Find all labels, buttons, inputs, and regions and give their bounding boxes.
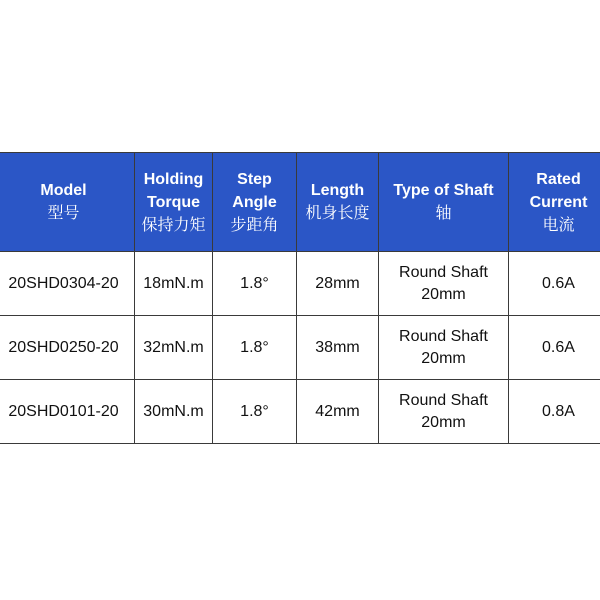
cell-length: 28mm (297, 252, 379, 316)
header-holding-torque: Holding Torque 保持力矩 (135, 153, 213, 252)
header-type-of-shaft: Type of Shaft 轴 (379, 153, 509, 252)
cell-torque: 18mN.m (135, 252, 213, 316)
cell-step-angle: 1.8° (213, 380, 297, 444)
cell-current: 0.8A (509, 380, 600, 444)
header-row (0, 153, 600, 252)
cell-model: 20SHD0250-20 (0, 316, 135, 380)
header-step-angle: Step Angle 步距角 (213, 153, 297, 252)
spec-table (0, 152, 600, 444)
table-row (0, 252, 600, 316)
cell-length: 38mm (297, 316, 379, 380)
header-rated-current: Rated Current 电流 (509, 153, 600, 252)
cell-current: 0.6A (509, 252, 600, 316)
cell-model: 20SHD0101-20 (0, 380, 135, 444)
header-length: Length 机身长度 (297, 153, 379, 252)
cell-current: 0.6A (509, 316, 600, 380)
cell-model: 20SHD0304-20 (0, 252, 135, 316)
cell-length: 42mm (297, 380, 379, 444)
cell-torque: 30mN.m (135, 380, 213, 444)
table-row (0, 380, 600, 444)
cell-step-angle: 1.8° (213, 316, 297, 380)
header-model: Model 型号 (0, 153, 135, 252)
cell-shaft: Round Shaft 20mm (379, 316, 509, 380)
cell-torque: 32mN.m (135, 316, 213, 380)
table-row (0, 316, 600, 380)
cell-shaft: Round Shaft 20mm (379, 380, 509, 444)
cell-shaft: Round Shaft 20mm (379, 252, 509, 316)
cell-step-angle: 1.8° (213, 252, 297, 316)
